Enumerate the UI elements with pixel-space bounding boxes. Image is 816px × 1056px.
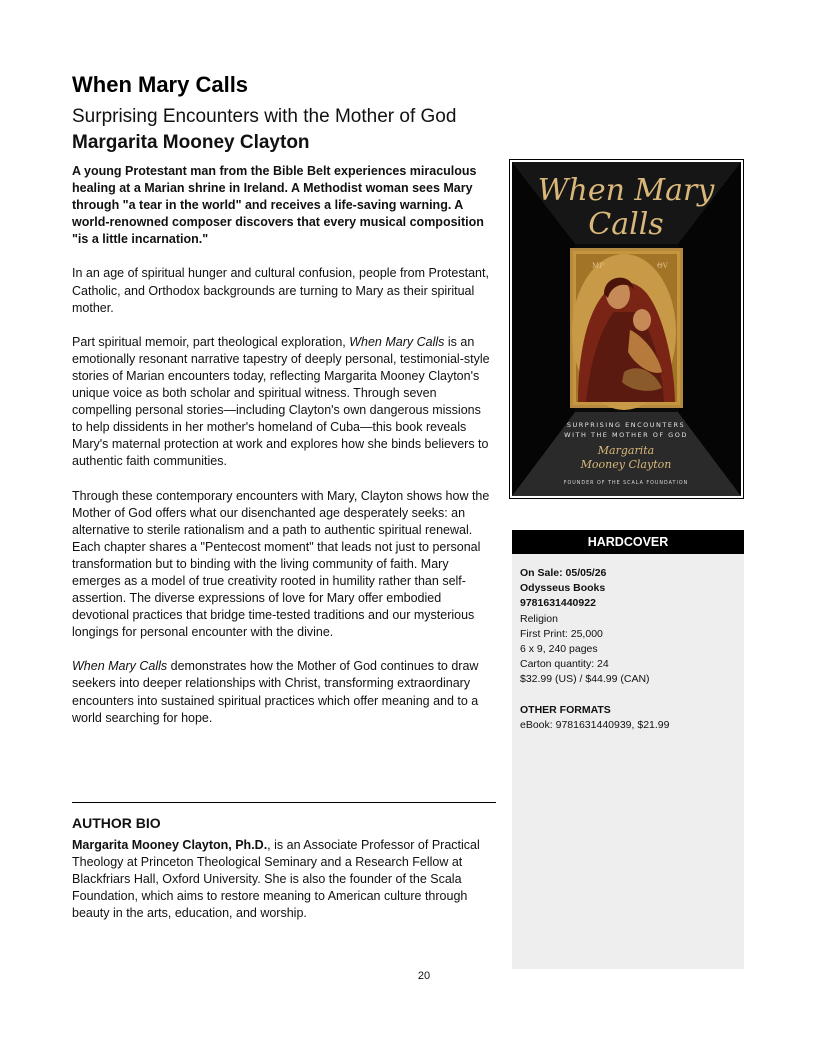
p4-rest: demonstrates how the Mother of God continues to draw seekers into deeper relationships with Christ, transforming extraordinary encounters into sustained spiritual practices which offer meaning and to a world searching for hope. xyxy=(72,659,479,725)
p4-book-title: When Mary Calls xyxy=(72,659,168,674)
svg-text:MP: MP xyxy=(592,262,604,270)
publisher: Odysseus Books xyxy=(520,582,606,595)
author-bio-heading: AUTHOR BIO xyxy=(72,815,161,831)
description-paragraph-3: Through these contemporary encounters with Mary, Clayton shows how the Mother of God offers what our disenchanted age desperately seeks: an alternative to sterile rationalism and a path to authentic spiritual renewal. Each chapter shares a "Pentecost moment" that leads not just to personal transformation but to binding with the living community of faith. Mary emerges as a model of true creativity rooted in humility rather than self-assertion. The diverse expressions of love for Mary offer embodied devotional practices that bridge time-tested traditions and our mysterious longings for personal encounter with the divine. xyxy=(72,488,490,640)
description xyxy=(72,163,492,727)
author-bio-name: Margarita Mooney Clayton, Ph.D. xyxy=(72,838,268,852)
other-formats-heading: OTHER FORMATS xyxy=(520,703,611,716)
first-print: First Print: 25,000 xyxy=(520,627,603,640)
cover-title-line-1: When Mary xyxy=(537,173,715,208)
page-number: 20 xyxy=(417,970,431,982)
book-subtitle: Surprising Encounters with the Mother of God xyxy=(72,106,457,127)
description-paragraph-1: In an age of spiritual hunger and cultural confusion, people from Protestant, Catholic, and Orthodox backgrounds are turning to Mary as their spiritual mother. xyxy=(72,266,489,315)
specs: 6 x 9, 240 pages xyxy=(520,643,598,656)
book-cover xyxy=(509,159,744,499)
p2-intro: Part spiritual memoir, part theological exploration, xyxy=(72,334,350,349)
book-cover-art xyxy=(512,162,741,496)
book-author: Margarita Mooney Clayton xyxy=(72,132,310,153)
category: Religion xyxy=(520,612,558,625)
cover-footer: FOUNDER OF THE SCALA FOUNDATION xyxy=(563,481,689,486)
section-divider xyxy=(72,802,496,803)
description-lead: A young Protestant man from the Bible Belt experiences miraculous healing at a Marian shrine in Ireland. A Methodist woman sees Mary through "a tear in the world" and receives a life-saving warning. A world-renowned composer discovers that every musical composition "is a little incarnation." xyxy=(72,164,484,247)
cover-tagline-line-2: WITH THE MOTHER OF GOD xyxy=(564,431,688,439)
svg-text:ΘV: ΘV xyxy=(657,262,668,270)
cover-author-line-2: Mooney Clayton xyxy=(580,458,672,471)
price: $32.99 (US) / $44.99 (CAN) xyxy=(520,673,650,686)
ebook-format: eBook: 9781631440939, $21.99 xyxy=(520,718,670,731)
format-sidebar xyxy=(512,530,744,969)
format-heading: HARDCOVER xyxy=(512,530,744,554)
author-bio xyxy=(72,837,492,922)
author-bio-text: , is an Associate Professor of Practical Theology at Princeton Theological Seminary and a Research Fellow at Blackfriars Hall, Oxford University. She is also the founder of the Scala Foundation, which aims to restore meaning to American culture through beauty in the arts, education, and worship. xyxy=(72,838,480,921)
p2-rest: is an emotionally resonant narrative tapestry of deeply personal, testimonial-style stories of Marian encounters today, reflecting Margarita Mooney Clayton's unique voice as both scholar and spiritual witness. Through seven compelling personal stories—including Clayton's own dangerous missions to help dissidents in her mother's homeland of Cuba—this book reveals Mary's maternal protection at work and explores how she binds believers to authentic faith communities. xyxy=(72,334,490,469)
p2-book-title: When Mary Calls xyxy=(349,334,445,349)
description-paragraph-2 xyxy=(72,334,492,471)
cover-title-line-2: Calls xyxy=(588,207,664,242)
book-title: When Mary Calls xyxy=(72,72,249,97)
on-sale-date: On Sale: 05/05/26 xyxy=(520,567,607,579)
cover-author-line-1: Margarita xyxy=(597,444,655,457)
description-paragraph-4 xyxy=(72,658,492,726)
cover-tagline-line-1: SURPRISING ENCOUNTERS xyxy=(566,421,686,429)
isbn: 9781631440922 xyxy=(520,597,596,610)
carton-quantity: Carton quantity: 24 xyxy=(520,658,609,671)
icon-painting xyxy=(570,248,683,410)
